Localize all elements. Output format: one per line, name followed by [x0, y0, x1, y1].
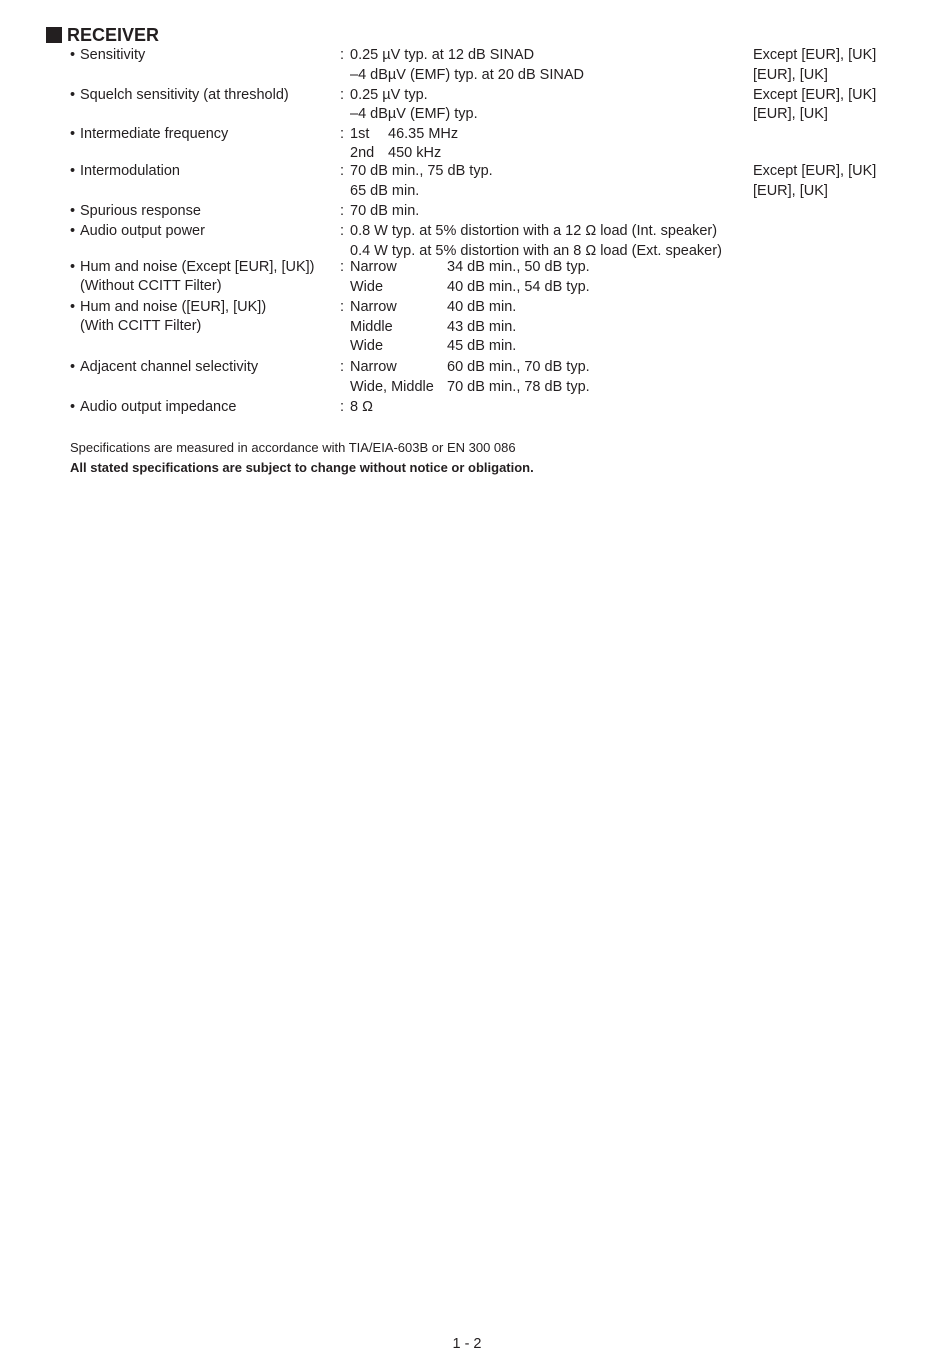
spec-label: [70, 46, 335, 65]
spec-value: 40 dB min., 54 dB typ.: [447, 278, 590, 295]
spec-value: 60 dB min., 70 dB typ.: [447, 359, 590, 375]
spec-value: 70 dB min.: [350, 203, 420, 219]
spec-value-line: [350, 318, 910, 338]
bullet-icon: •: [70, 299, 76, 315]
spec-label-text: Squelch sensitivity (at threshold): [80, 86, 289, 103]
spec-value: 8 Ω: [350, 399, 373, 415]
spec-values: [350, 125, 910, 164]
bullet-icon: •: [70, 223, 76, 239]
bullet-icon: •: [70, 47, 76, 63]
spec-value: 0.8 W typ. at 5% distortion with a 12 Ω load (Int. speaker): [350, 223, 718, 239]
spec-value: 43 dB min.: [447, 318, 517, 335]
bandwidth-mode: Wide: [350, 338, 384, 354]
spec-sublabel: (Without CCITT Filter): [80, 278, 222, 294]
bullet-icon: •: [70, 399, 76, 415]
spec-value: 0.25 µV typ.: [350, 86, 428, 103]
page-number: 1 - 2: [452, 1336, 482, 1352]
spec-label: [70, 222, 335, 241]
colon-separator: :: [340, 86, 345, 103]
spec-label-text: Intermediate frequency: [80, 125, 229, 142]
section-title: RECEIVER: [67, 24, 160, 45]
spec-label: [70, 125, 335, 144]
spec-values: [350, 46, 910, 85]
spec-value: –4 dBµV (EMF) typ.: [350, 106, 478, 122]
section-heading: [46, 24, 159, 46]
colon-separator: :: [340, 259, 345, 275]
spec-label-text: Audio output impedance: [80, 399, 237, 415]
spec-label: [70, 258, 335, 296]
spec-label-text: Spurious response: [80, 203, 201, 219]
bandwidth-mode: Wide, Middle: [350, 378, 434, 395]
bullet-icon: •: [70, 86, 76, 103]
colon-separator: :: [340, 223, 345, 239]
spec-value: 65 dB min.: [350, 182, 420, 199]
spec-values: [350, 398, 910, 418]
region-note: [EUR], [UK]: [753, 182, 828, 199]
spec-values: [350, 298, 910, 357]
spec-value: 34 dB min., 50 dB typ.: [447, 259, 590, 275]
spec-value-line: [350, 298, 910, 318]
bandwidth-mode: Narrow: [350, 359, 397, 375]
spec-value-line: [350, 378, 910, 398]
spec-value: 0.25 µV typ. at 12 dB SINAD: [350, 47, 535, 63]
region-note: Except [EUR], [UK]: [753, 86, 877, 103]
spec-values: [350, 86, 910, 125]
spec-value-line: [350, 66, 910, 86]
spec-label-text: Sensitivity: [80, 47, 146, 63]
spec-values: [350, 258, 910, 297]
bullet-icon: •: [70, 259, 76, 275]
spec-label: [70, 358, 335, 377]
disclaimer-note: All stated specifications are subject to change without notice or obligation.: [70, 460, 534, 475]
spec-label-text: Hum and noise (Except [EUR], [UK]): [80, 259, 315, 275]
bullet-icon: •: [70, 359, 76, 375]
spec-sublabel: (With CCITT Filter): [80, 318, 202, 334]
region-note: Except [EUR], [UK]: [753, 163, 877, 179]
spec-label-text: Adjacent channel selectivity: [80, 359, 259, 375]
if-frequency: 450 kHz: [388, 145, 442, 161]
spec-value: 45 dB min.: [447, 338, 517, 354]
colon-separator: :: [340, 163, 345, 179]
spec-label: [70, 86, 335, 105]
region-note: Except [EUR], [UK]: [753, 47, 877, 63]
spec-value-line: [350, 105, 910, 125]
spec-label-text: Hum and noise ([EUR], [UK]): [80, 299, 267, 315]
colon-separator: :: [340, 203, 345, 219]
region-note: [EUR], [UK]: [753, 106, 828, 122]
spec-values: [350, 358, 910, 397]
spec-label: [70, 298, 335, 336]
spec-value-line: [350, 86, 910, 106]
black-square-icon: [46, 27, 62, 43]
bullet-icon: •: [70, 125, 76, 142]
spec-value: 0.4 W typ. at 5% distortion with an 8 Ω load (Ext. speaker): [350, 242, 722, 259]
spec-value-line: [350, 278, 910, 298]
spec-value-line: [350, 162, 910, 182]
region-note: [EUR], [UK]: [753, 66, 828, 83]
spec-value-line: [350, 358, 910, 378]
notes: [70, 438, 534, 477]
spec-value-line: [350, 398, 910, 418]
bandwidth-mode: Narrow: [350, 299, 397, 315]
bullet-icon: •: [70, 163, 76, 179]
if-stage: 1st: [350, 125, 370, 142]
bandwidth-mode: Middle: [350, 318, 393, 335]
spec-value-line: [350, 125, 910, 145]
colon-separator: :: [340, 399, 345, 415]
spec-value-line: [350, 182, 910, 202]
spec-value-line: [350, 46, 910, 66]
spec-label-text: Intermodulation: [80, 163, 180, 179]
spec-values: [350, 162, 910, 201]
spec-label: [70, 162, 335, 181]
spec-value-line: [350, 337, 910, 357]
spec-value-line: [350, 202, 910, 222]
spec-value: –4 dBµV (EMF) typ. at 20 dB SINAD: [350, 66, 584, 83]
spec-values: [350, 222, 910, 261]
spec-label: [70, 202, 335, 221]
spec-values: [350, 202, 910, 222]
measurement-note: Specifications are measured in accordance with TIA/EIA-603B or EN 300 086: [70, 440, 516, 455]
spec-value-line: [350, 222, 910, 242]
if-frequency: 46.35 MHz: [388, 125, 459, 142]
bandwidth-mode: Narrow: [350, 259, 397, 275]
spec-value-line: [350, 144, 910, 164]
spec-label-text: Audio output power: [80, 223, 205, 239]
spec-value-line: [350, 258, 910, 278]
colon-separator: :: [340, 299, 345, 315]
colon-separator: :: [340, 47, 345, 63]
spec-label: [70, 398, 335, 417]
colon-separator: :: [340, 125, 345, 142]
spec-value: 70 dB min., 78 dB typ.: [447, 378, 590, 395]
spec-value: 70 dB min., 75 dB typ.: [350, 163, 493, 179]
if-stage: 2nd: [350, 145, 375, 161]
spec-value: 40 dB min.: [447, 299, 517, 315]
bullet-icon: •: [70, 203, 76, 219]
bandwidth-mode: Wide: [350, 278, 384, 295]
colon-separator: :: [340, 359, 345, 375]
